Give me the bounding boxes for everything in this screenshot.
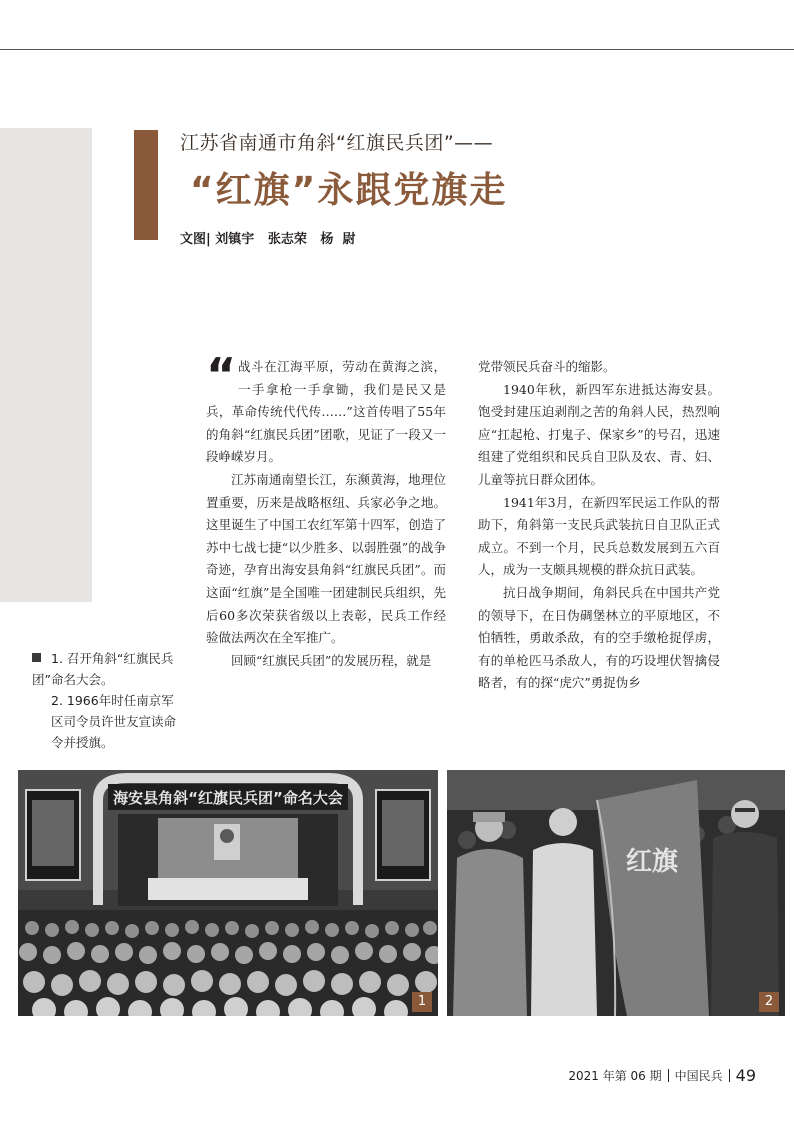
open-quote-icon: “ xyxy=(206,348,237,402)
article-column-2 xyxy=(478,356,720,695)
issue-label: 2021 年第 06 期 xyxy=(568,1069,662,1083)
photo-flag-presentation xyxy=(447,770,785,1016)
paragraph: 1941年3月，在新四军民运工作队的帮助下，角斜第一支民兵武装抗日自卫队正式成立。不到一个月，民兵总数发展到五六百人，成为一支颇具规模的群众抗日武装。 xyxy=(478,494,720,578)
banner-text: 海安县角斜“红旗民兵团”命名大会 xyxy=(113,789,343,807)
caption-bullet-icon xyxy=(32,653,41,662)
footer-divider xyxy=(668,1069,669,1082)
paragraph: 江苏南通南望长江，东濒黄海，地理位置重要，历来是战略枢纽、兵家必争之地。这里诞生了中国工农红军第十四军，创造了苏中七战七捷“以少胜多、以弱胜强”的战争奇迹，孕育出海安县角斜“红旗民兵团”。而这面“红旗”是全国唯一团建制民兵组织，先后60多次荣获省级以上表彰，民兵工作经验做法两次在全军推广。 xyxy=(206,471,446,646)
paragraph: 回顾“红旗民兵团”的发展历程，就是 xyxy=(231,652,432,668)
magazine-name: 中国民兵 xyxy=(674,1069,723,1083)
photo-captions xyxy=(32,648,182,753)
page-number: 49 xyxy=(735,1066,756,1085)
title-accent-bar xyxy=(134,130,158,240)
page-footer xyxy=(568,1066,756,1085)
paragraph: 战斗在江海平原，劳动在黄海之滨，一手拿枪一手拿锄，我们是民又是兵，革命传统代代传……”这首传唱了55年的角斜“红旗民兵团”团歌，见证了一段又一段峥嵘岁月。 xyxy=(206,359,446,465)
top-rule xyxy=(0,49,794,50)
article-title: “红旗”永跟党旗走 xyxy=(190,170,508,211)
paragraph: 抗日战争期间，角斜民兵在中国共产党的领导下，在日伪碉堡林立的平原地区，不怕牺牲，勇敢杀敌，有的空手缴枪捉俘虏，有的单枪匹马杀敌人，有的巧设埋伏智擒侵略者，有的探“虎穴”勇捉伪乡 xyxy=(478,584,720,691)
photo-number-badge: 2 xyxy=(759,992,779,1012)
photo-naming-ceremony xyxy=(18,770,438,1016)
paragraph: 1940年秋，新四军东进抵达海安县。饱受封建压迫剥削之苦的角斜人民，热烈响应“扛起枪、打鬼子、保家乡”的号召，迅速组建了党组织和民兵自卫队及农、青、妇、儿童等抗日群众团体。 xyxy=(478,381,720,487)
byline: 文图| 刘镇宇 张志荣 杨 尉 xyxy=(180,232,356,247)
caption-2: 2. 1966年时任南京军区司令员许世友宣读命令并授旗。 xyxy=(51,693,177,750)
article-column-1 xyxy=(206,348,446,672)
left-decorative-band xyxy=(0,128,92,602)
footer-divider xyxy=(729,1069,730,1082)
article-subtitle: 江苏省南通市角斜“红旗民兵团”—— xyxy=(180,132,494,154)
caption-1: 1. 召开角斜“红旗民兵团”命名大会。 xyxy=(32,651,174,687)
paragraph: 党带领民兵奋斗的缩影。 xyxy=(478,359,616,374)
photo-number-badge: 1 xyxy=(412,992,432,1012)
flag-text: 红旗 xyxy=(625,847,679,877)
